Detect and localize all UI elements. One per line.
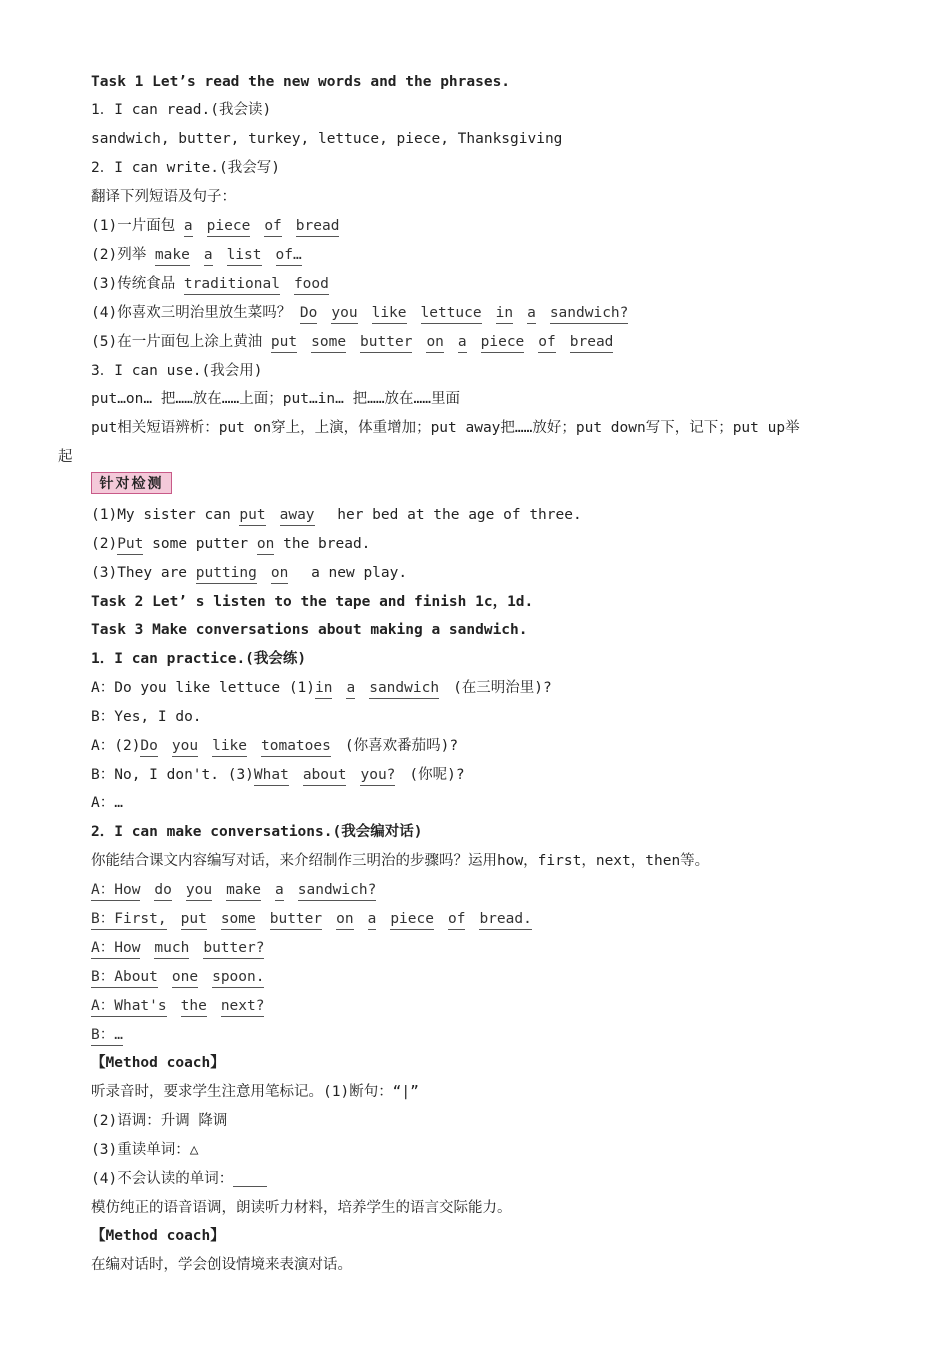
answer-word: butter — [360, 332, 412, 353]
dialog-text: (在三明治里)? — [453, 680, 552, 696]
answer-word: bread — [296, 216, 340, 237]
answer-word: tomatoes — [261, 736, 331, 757]
item-prompt: (5)在一片面包上涂上黄油 — [91, 334, 271, 350]
answer-word: spoon. — [212, 967, 264, 988]
write-heading: 2．I can write.(我会写) — [91, 160, 280, 176]
question-text: the bread. — [274, 536, 371, 552]
translate-item — [91, 332, 613, 353]
answer-word: traditional — [184, 274, 280, 295]
answer-word: a — [204, 245, 213, 266]
answer-word: next? — [221, 996, 265, 1017]
practice-heading: 1．I can practice.(我会练) — [91, 651, 307, 667]
answer-word: bread. — [479, 909, 531, 930]
question-text: some putter — [143, 536, 257, 552]
translate-item — [91, 216, 339, 237]
answer-word: Put — [117, 534, 143, 555]
answer-word: on — [336, 909, 353, 930]
answer-word: some — [221, 909, 256, 930]
answer-word: of… — [276, 245, 302, 266]
method-coach-label: (4)不会认读的单词： — [91, 1171, 234, 1187]
question-text: (3)They are — [91, 565, 196, 581]
task3-title: Task 3 Make conversations about making a sandwich. — [91, 622, 528, 638]
answer-word: away — [280, 505, 315, 526]
method-coach-heading: 【Method coach】 — [91, 1228, 225, 1244]
use-line: put相关短语辨析：put on穿上，上演，体重增加；put away把……放好；put down写下，记下；put up举 — [91, 420, 800, 436]
conv-line — [91, 1025, 123, 1046]
read-heading: 1．I can read.(我会读) — [91, 102, 272, 118]
conv-heading: 2．I can make conversations.(我会编对话) — [91, 824, 423, 840]
check-badge: 针对检测 — [91, 472, 172, 494]
conv-line — [91, 880, 376, 901]
answer-word: a — [458, 332, 467, 353]
check-question — [91, 505, 582, 526]
answer-word: piece — [481, 332, 525, 353]
answer-word: make — [155, 245, 190, 266]
answer-word: What — [254, 765, 289, 786]
answer-word: A：What's — [91, 996, 167, 1017]
answer-word: of — [448, 909, 465, 930]
question-text: (1)My sister can — [91, 507, 240, 523]
answer-word: of — [538, 332, 555, 353]
dialog-text: (你喜欢番茄吗)? — [344, 738, 459, 754]
answer-word: Do — [300, 303, 317, 324]
question-text: a new play. — [302, 565, 408, 581]
answer-word: put — [239, 505, 265, 526]
answer-word: the — [181, 996, 207, 1017]
method-coach-text: (2)语调：升调 降调 — [91, 1113, 228, 1129]
dialog-line: B：Yes, I do. — [91, 709, 202, 725]
answer-word: piece — [390, 909, 434, 930]
answer-word: A：How — [91, 938, 140, 959]
answer-word: on — [426, 332, 443, 353]
method-coach-text: 听录音时，要求学生注意用笔标记。(1)断句：“|” — [91, 1084, 419, 1100]
answer-word: bread — [570, 332, 614, 353]
answer-word: a — [527, 303, 536, 324]
dialog-text: A：Do you like lettuce (1) — [91, 680, 316, 696]
conv-line — [91, 938, 264, 959]
answer-word: much — [154, 938, 189, 959]
answer-word: B：First, — [91, 909, 167, 930]
answer-word: you — [331, 303, 357, 324]
answer-word: B：… — [91, 1025, 123, 1046]
blank-line — [233, 1172, 267, 1187]
answer-word: like — [212, 736, 247, 757]
dialog-line: A：… — [91, 795, 123, 811]
answer-word: you — [186, 880, 212, 901]
dialog-line — [91, 678, 552, 699]
method-coach-text: (3)重读单词：△ — [91, 1142, 199, 1158]
answer-word: about — [303, 765, 347, 786]
answer-word: on — [257, 534, 274, 555]
answer-word: of — [264, 216, 281, 237]
answer-word: sandwich? — [298, 880, 377, 901]
task1-title: Task 1 Let’s read the new words and the phrases. — [91, 74, 511, 90]
answer-word: a — [184, 216, 193, 237]
answer-word: put — [271, 332, 297, 353]
answer-word: putting — [196, 563, 257, 584]
conv-line — [91, 996, 264, 1017]
item-prompt: (4)你喜欢三明治里放生菜吗？ — [91, 305, 300, 321]
answer-word: you — [172, 736, 198, 757]
answer-word: on — [271, 563, 288, 584]
method-coach-heading: 【Method coach】 — [91, 1055, 225, 1071]
item-prompt: (2)列举 — [91, 247, 155, 263]
method-coach-text: 在编对话时，学会创设情境来表演对话。 — [91, 1257, 352, 1273]
method-coach-text: 模仿纯正的语音语调，朗读听力材料，培养学生的语言交际能力。 — [91, 1200, 512, 1216]
answer-word: a — [275, 880, 284, 901]
task2-title: Task 2 Let’ s listen to the tape and finish 1c，1d. — [91, 594, 534, 610]
answer-word: make — [226, 880, 261, 901]
item-prompt: (1)一片面包 — [91, 218, 184, 234]
translate-item — [91, 245, 302, 266]
answer-word: B：About — [91, 967, 158, 988]
dialog-line — [91, 765, 465, 786]
answer-word: Do — [140, 736, 157, 757]
question-text: her bed at the age of three. — [328, 507, 582, 523]
check-question — [91, 563, 407, 584]
answer-word: a — [368, 909, 377, 930]
answer-word: in — [496, 303, 513, 324]
answer-word: put — [181, 909, 207, 930]
dialog-text: B：No, I don't. (3) — [91, 767, 254, 783]
answer-word: butter — [270, 909, 322, 930]
item-prompt: (3)传统食品 — [91, 276, 184, 292]
answer-word: list — [227, 245, 262, 266]
conv-line — [91, 967, 264, 988]
answer-word: a — [346, 678, 355, 699]
conv-line — [91, 909, 532, 930]
answer-word: piece — [207, 216, 251, 237]
dialog-line — [91, 736, 458, 757]
answer-word: you? — [360, 765, 395, 786]
translate-prompt: 翻译下列短语及句子： — [91, 189, 236, 205]
conv-prompt: 你能结合课文内容编写对话，来介绍制作三明治的步骤吗？运用how，first，next，then等。 — [91, 853, 710, 869]
translate-item — [91, 303, 628, 324]
answer-word: one — [172, 967, 198, 988]
answer-word: food — [294, 274, 329, 295]
answer-word: sandwich — [369, 678, 439, 699]
answer-word: in — [315, 678, 332, 699]
dialog-text: A：(2) — [91, 738, 141, 754]
use-line-wrap: 起 — [58, 449, 73, 465]
answer-word: butter? — [203, 938, 264, 959]
word-list: sandwich, butter, turkey, lettuce, piece, Thanksgiving — [91, 131, 563, 147]
answer-word: do — [154, 880, 171, 901]
answer-word: some — [311, 332, 346, 353]
method-coach-text — [91, 1169, 267, 1189]
answer-word: A：How — [91, 880, 140, 901]
dialog-text: (你呢)? — [409, 767, 465, 783]
check-question — [91, 534, 370, 555]
answer-word: lettuce — [421, 303, 482, 324]
answer-word: like — [372, 303, 407, 324]
use-heading: 3．I can use.(我会用) — [91, 363, 263, 379]
answer-word: sandwich? — [550, 303, 629, 324]
translate-item — [91, 274, 329, 295]
use-line: put…on… 把……放在……上面；put…in… 把……放在……里面 — [91, 391, 461, 407]
question-text: (2) — [91, 536, 118, 552]
